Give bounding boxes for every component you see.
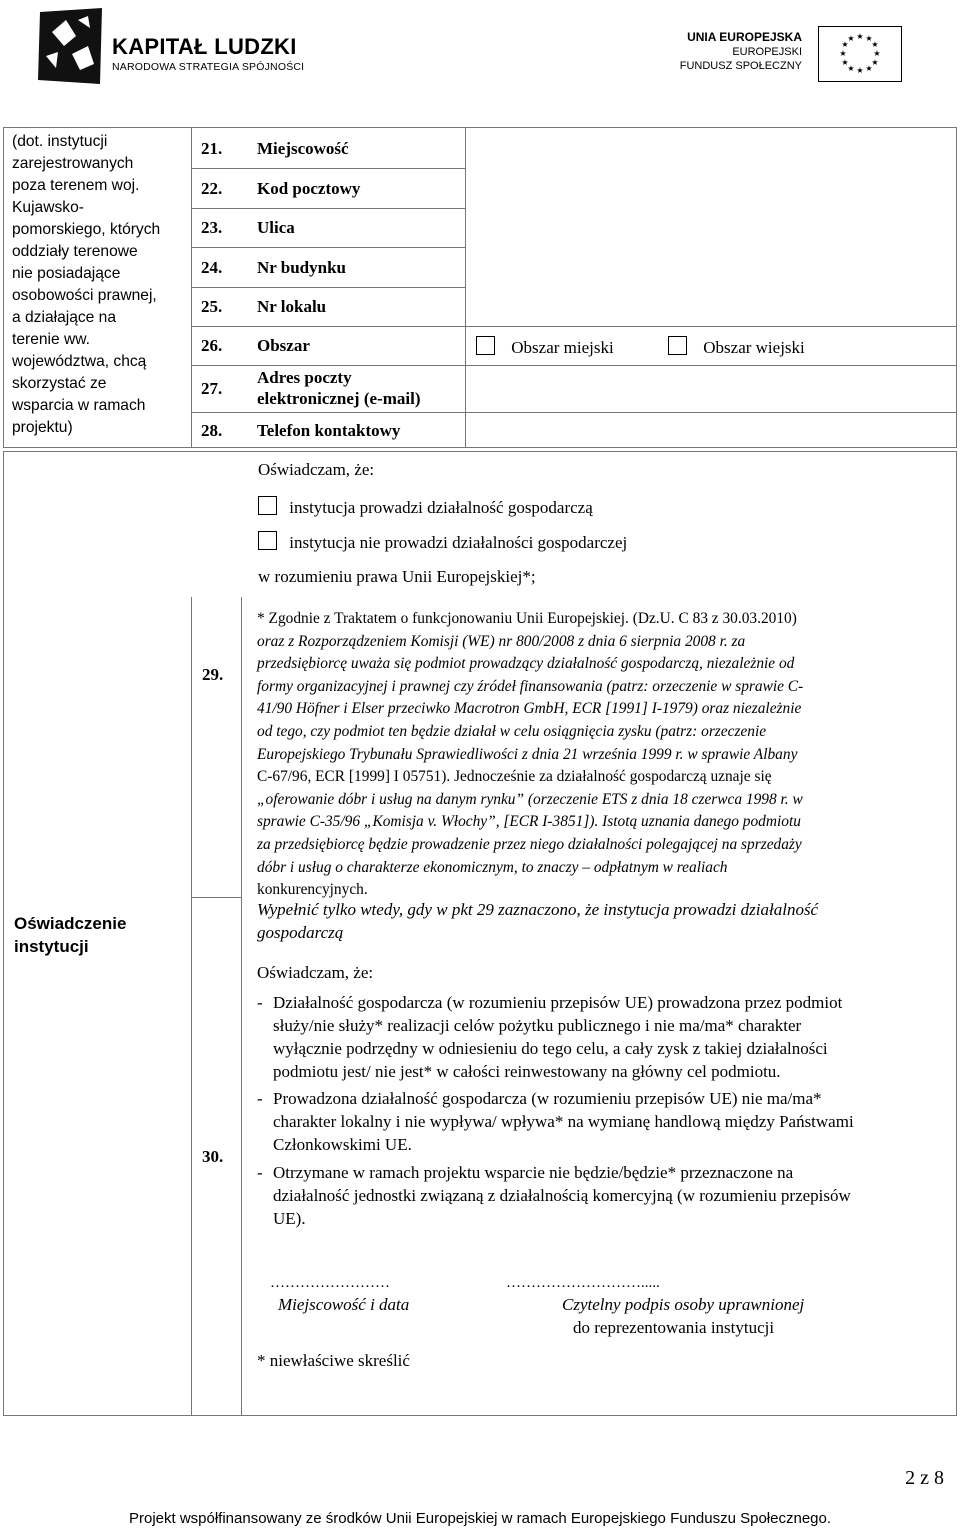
field-input-city[interactable] (466, 128, 956, 326)
footnote-line: sprawie C-35/96 „Komisja v. Włochy”, [ECR I-3851]). Istotą uznania danego podmiotu (257, 813, 801, 831)
kl-title: KAPITAŁ LUDZKI (112, 34, 297, 59)
urban-label: Obszar miejski (511, 338, 614, 357)
statement-side-label: Oświadczenie instytucji (14, 914, 127, 956)
svg-text:★: ★ (841, 40, 849, 49)
signature-label: Czytelny podpis osoby uprawnionej (562, 1295, 805, 1314)
left-note-line: zarejestrowanych (12, 155, 134, 172)
svg-text:★: ★ (856, 66, 864, 75)
left-note-line: skorzystać ze (12, 375, 107, 392)
left-note-line: Kujawsko- (12, 199, 84, 216)
rural-label: Obszar wiejski (703, 338, 805, 357)
place-date-dots[interactable]: …………………… (270, 1275, 390, 1291)
footnote-line: od tego, czy podmiot ten będzie działał w celu osiągnięcia zysku (patrz: orzeczenie (257, 722, 767, 740)
footnote-paragraph (257, 608, 947, 902)
left-note-line: oddziały terenowe (12, 243, 138, 260)
declare-heading: Oświadczam, że: (258, 460, 375, 479)
field-number-29: 29. (202, 665, 224, 684)
kl-subtitle: NARODOWA STRATEGIA SPÓJNOŚCI (112, 61, 305, 73)
field-label-postcode: Kod pocztowy (257, 179, 361, 198)
option-runs-business[interactable] (258, 496, 593, 518)
footnote-line: C-67/96, ECR [1999] I 05751). Jednocześnie za działalność gospodarczą uznaje się (257, 768, 772, 786)
eu-line-1: UNIA EUROPEJSKA (687, 30, 802, 44)
option-no-business[interactable] (258, 531, 627, 553)
field-number: 22. (201, 179, 223, 198)
area-option-rural[interactable] (668, 336, 805, 358)
svg-text:★: ★ (856, 32, 864, 41)
list-item: - Działalność gospodarcza (w rozumieniu przepisów UE) prowadzona przez podmiot służy/nie służy* realizacji celów pożytku publicznego i nie ma/ma* charakter wyłącznie podrzędny w odniesieniu do tego celu, a cały zysk z takiej działalności podmiotu jest/ nie jest* w całości reinwestowany na główny cel podmiotu. (257, 993, 843, 1081)
no-business-label: instytucja nie prowadzi działalności gospodarczej (289, 533, 628, 552)
footnote-line: przedsiębiorcę uważa się podmiot prowadzący działalność gospodarczą, niezależnie od (257, 655, 795, 673)
field-label-building-no: Nr budynku (257, 258, 346, 277)
bullet-list (257, 991, 854, 1230)
footnote-line: za przedsiębiorcę będzie prowadzenie przez niego działalności polegającej na sprzedaży (257, 835, 802, 853)
field-number: 27. (201, 379, 223, 398)
svg-text:★: ★ (873, 49, 881, 58)
left-note-line: terenie ww. (12, 331, 91, 348)
eu-line-2: EUROPEJSKI (732, 46, 802, 58)
eu-line-3: FUNDUSZ SPOŁECZNY (679, 60, 802, 72)
svg-text:★: ★ (871, 58, 879, 67)
field-number-30: 30. (202, 1147, 224, 1166)
eu-law-note: w rozumieniu prawa Unii Europejskiej*; (258, 567, 536, 586)
left-note-line: pomorskiego, których (12, 221, 161, 238)
rural-checkbox[interactable] (668, 336, 687, 355)
runs-business-label: instytucja prowadzi działalność gospodarczą (289, 498, 593, 517)
field-number: 21. (201, 139, 223, 158)
field-label-email (257, 367, 420, 409)
no-business-checkbox[interactable] (258, 531, 277, 550)
left-note-line: (dot. instytucji (12, 133, 108, 150)
svg-text:★: ★ (839, 49, 847, 58)
list-item: - Otrzymane w ramach projektu wsparcie nie będzie/będzie* przeznaczone na działalność jednostki związaną z działalnością komercyjną (w rozumieniu przepisów UE). (257, 1163, 851, 1228)
field-label-city: Miejscowość (257, 139, 349, 158)
field-label-street: Ulica (257, 218, 295, 237)
kapital-ludzki-emblem-icon (36, 6, 106, 88)
fill-note: Wypełnić tylko wtedy, gdy w pkt 29 zaznaczono, że instytucja prowadzi działalność gospodarczą (257, 900, 819, 942)
left-note-line: wsparcia w ramach (12, 397, 146, 414)
footnote-line: „oferowanie dóbr i usług na danym rynku” (orzeczenie ETS z dnia 18 czerwca 1998 r. w (257, 790, 803, 808)
svg-text:★: ★ (871, 40, 879, 49)
field-input-email[interactable] (466, 366, 956, 412)
eu-flag-icon (818, 26, 902, 82)
svg-text:★: ★ (865, 34, 873, 43)
footnote-line: * Zgodnie z Traktatem o funkcjonowaniu Unii Europejskiej. (Dz.U. C 83 z 30.03.2010) (257, 610, 797, 627)
footnote-line: dóbr i usług o charakterze ekonomicznym, to znaczy – odpłatnym w realiach (257, 858, 728, 876)
strike-note: * niewłaściwe skreślić (257, 1351, 410, 1370)
declare-heading-2: Oświadczam, że: (257, 963, 374, 982)
kapital-ludzki-logo (36, 6, 326, 88)
area-option-urban[interactable] (476, 336, 614, 358)
left-note-line: poza terenem woj. (12, 177, 140, 194)
field-number: 24. (201, 258, 223, 277)
svg-text:★: ★ (841, 58, 849, 67)
page-number: 2 z 8 (905, 1467, 944, 1489)
field-input-phone[interactable] (466, 413, 956, 447)
left-note-line: województwa, chcą (12, 353, 147, 370)
field-number: 26. (201, 336, 223, 355)
left-note-line: osobowości prawnej, (12, 287, 157, 304)
field-number: 23. (201, 218, 223, 237)
email-label-line: elektronicznej (e-mail) (257, 389, 421, 408)
svg-text:★: ★ (847, 64, 855, 73)
email-label-line: Adres poczty (257, 368, 352, 387)
svg-text:★: ★ (847, 34, 855, 43)
footer-text: Projekt współfinansowany ze środków Unii Europejskiej w ramach Europejskiego Funduszu Społecznego. (128, 1510, 832, 1527)
urban-checkbox[interactable] (476, 336, 495, 355)
footnote-line: oraz z Rozporządzeniem Komisji (WE) nr 800/2008 z dnia 6 sierpnia 2008 r. za (257, 632, 746, 650)
signature-dots[interactable]: ………………………..... (506, 1275, 660, 1291)
field-label-area: Obszar (257, 336, 310, 355)
left-note-line: a działające na (12, 309, 117, 326)
left-note-line: projektu) (12, 419, 73, 436)
field-label-apartment-no: Nr lokalu (257, 297, 327, 316)
footnote-line: formy organizacyjnej i prawnej czy źródeł finansowania (patrz: orzeczenie w sprawie C- (257, 677, 804, 695)
left-note-line: nie posiadające (12, 265, 121, 282)
footnote-line: konkurencyjnych. (257, 881, 368, 899)
svg-text:★: ★ (865, 64, 873, 73)
field-number: 28. (201, 421, 223, 440)
field-number: 25. (201, 297, 223, 316)
list-item: - Prowadzona działalność gospodarcza (w rozumieniu przepisów UE) nie ma/ma* charakter lokalny i nie wypływa/ wpływa* na wymianę handlową między Państwami Członkowskimi UE. (257, 1089, 854, 1154)
signature-label-2: do reprezentowania instytucji (573, 1318, 775, 1337)
field-label-phone: Telefon kontaktowy (257, 421, 401, 440)
place-date-label: Miejscowość i data (278, 1295, 410, 1314)
footnote-line: 41/90 Höfner i Elser przeciwko Macrotron GmbH, ECR [1991] I-1979) oraz niezależnie (257, 700, 802, 718)
left-note (12, 131, 160, 439)
eu-logo (679, 26, 902, 82)
runs-business-checkbox[interactable] (258, 496, 277, 515)
footnote-line: Europejskiego Trybunału Sprawiedliwości z dnia 21 września 1999 r. w sprawie Albany (257, 745, 798, 763)
